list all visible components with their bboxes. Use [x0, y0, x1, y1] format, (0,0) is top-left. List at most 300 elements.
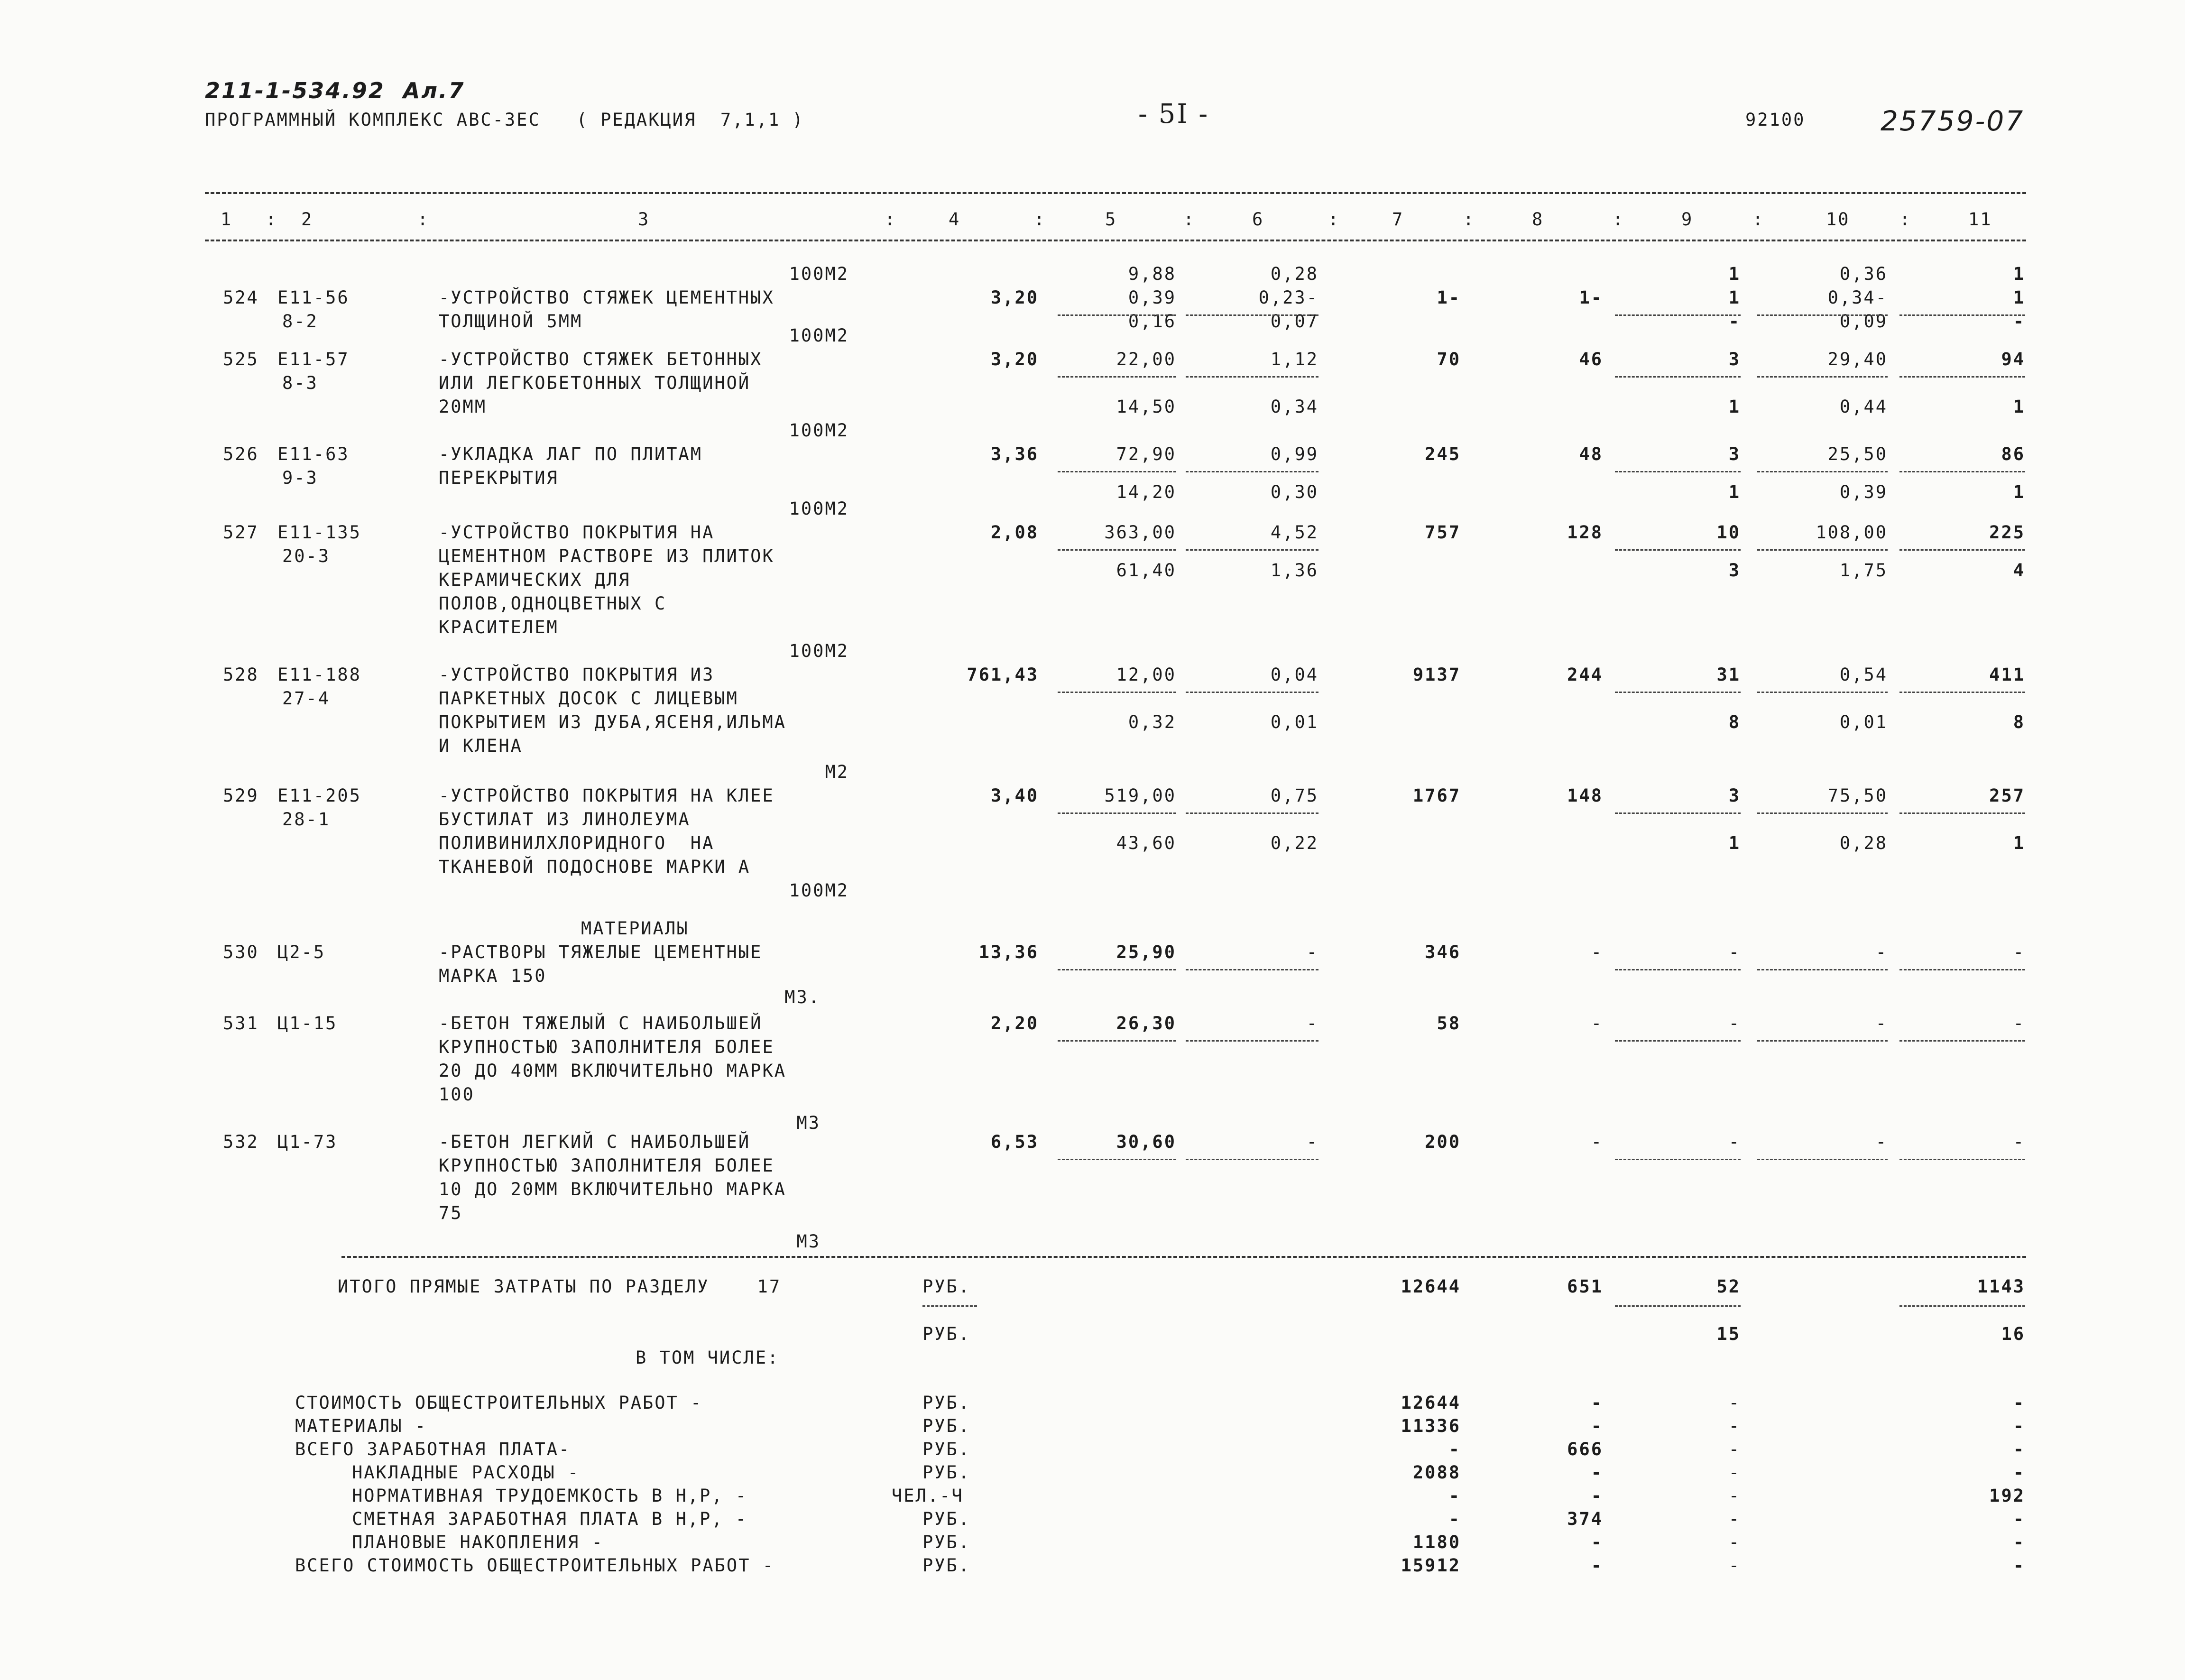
header-divider-bottom	[205, 240, 2026, 241]
row-number: 524	[223, 287, 259, 308]
summary-unit: РУБ.	[922, 1416, 971, 1436]
row-c5-divider	[1058, 812, 1176, 814]
row-c6: 0,01	[1270, 712, 1318, 732]
summary-c9: -	[1728, 1416, 1741, 1436]
row-description-line: ТОЛЩИНОЙ 5ММ	[439, 311, 583, 332]
row-c6-divider	[1186, 376, 1318, 378]
material-c8: -	[1591, 1013, 1603, 1034]
material-unit: М3.	[784, 987, 821, 1007]
row-c10-divider	[1757, 376, 1888, 378]
row-c10-divider	[1757, 812, 1888, 814]
row-description-line: БУСТИЛАТ ИЗ ЛИНОЛЕУМА	[439, 809, 691, 830]
totals-unit-underline	[922, 1305, 977, 1307]
row-c10: 108,00	[1816, 522, 1888, 543]
material-c10-divider	[1757, 1040, 1888, 1042]
row-c5: 61,40	[1116, 560, 1176, 581]
totals-c11: 1143	[1977, 1276, 2025, 1297]
row-c6-divider	[1186, 812, 1318, 814]
row-c5: 0,16	[1128, 311, 1176, 332]
row-c5-divider	[1058, 549, 1176, 551]
row-c6: 0,30	[1270, 482, 1318, 502]
summary-c7: 11336	[1401, 1416, 1461, 1436]
row-c11-divider	[1899, 376, 2025, 378]
row-c6: 0,22	[1270, 833, 1318, 853]
material-description-line: КРУПНОСТЬЮ ЗАПОЛНИТЕЛЯ БОЛЕЕ	[439, 1155, 774, 1176]
column-separator: :	[1613, 209, 1625, 230]
row-description-line: ПОЛИВИНИЛХЛОРИДНОГО НА	[439, 833, 715, 853]
row-c11: 1	[2013, 264, 2025, 284]
summary-c9: -	[1728, 1486, 1741, 1506]
row-c11-divider	[1899, 549, 2025, 551]
material-description-line: 75	[439, 1203, 463, 1223]
column-header-10: 10	[1826, 209, 1850, 230]
row-c9-divider	[1615, 314, 1741, 316]
row-c9: 31	[1716, 665, 1741, 685]
material-price: 30,60	[1116, 1132, 1176, 1152]
summary-c11: -	[2013, 1416, 2025, 1436]
summary-c8: -	[1591, 1462, 1603, 1483]
material-c11: -	[2013, 942, 2025, 962]
summary-c8: -	[1591, 1532, 1603, 1552]
summary-c11: -	[2013, 1462, 2025, 1483]
row-c10: 0,39	[1839, 482, 1888, 502]
material-c6: -	[1306, 1013, 1318, 1034]
summary-label: СТОИМОСТЬ ОБЩЕСТРОИТЕЛЬНЫХ РАБОТ -	[295, 1393, 703, 1413]
row-number: 526	[223, 444, 259, 464]
including-label: В ТОМ ЧИСЛЕ:	[636, 1348, 780, 1368]
row-c7: 1767	[1412, 785, 1461, 806]
row-code: Е11-205	[277, 785, 361, 806]
row-c7: 9137	[1412, 665, 1461, 685]
row-description-line: -УСТРОЙСТВО СТЯЖЕК ЦЕМЕНТНЫХ	[439, 287, 774, 308]
row-quantity: 3,20	[990, 287, 1039, 308]
totals-unit-2: РУБ.	[922, 1324, 971, 1344]
material-number: 531	[223, 1013, 259, 1034]
summary-c11: -	[2013, 1532, 2025, 1552]
row-c10: 0,36	[1839, 264, 1888, 284]
row-c5: 519,00	[1104, 785, 1176, 806]
material-c10-divider	[1757, 1159, 1888, 1160]
row-c5: 12,00	[1116, 665, 1176, 685]
material-c10: -	[1875, 942, 1888, 962]
row-c11: 86	[2001, 444, 2025, 464]
material-c11-divider	[1899, 969, 2025, 970]
row-c5: 72,90	[1116, 444, 1176, 464]
summary-c9: -	[1728, 1393, 1741, 1413]
totals-c7: 12644	[1401, 1276, 1461, 1297]
material-c8: -	[1591, 942, 1603, 962]
material-c10-divider	[1757, 969, 1888, 970]
row-description-line: ПОЛОВ,ОДНОЦВЕТНЫХ С	[439, 593, 667, 614]
material-c9: -	[1728, 1013, 1741, 1034]
row-c6: 1,36	[1270, 560, 1318, 581]
column-header-2: 2	[301, 209, 313, 230]
column-separator: :	[1328, 209, 1340, 230]
row-unit-above: 100М2	[789, 264, 849, 284]
summary-label: ВСЕГО СТОИМОСТЬ ОБЩЕСТРОИТЕЛЬНЫХ РАБОТ -	[295, 1555, 775, 1576]
row-description-line: -УСТРОЙСТВО ПОКРЫТИЯ НА	[439, 522, 715, 543]
row-c7: 1-	[1437, 287, 1461, 308]
row-c6: 0,75	[1270, 785, 1318, 806]
column-header-1: 1	[221, 209, 233, 230]
row-c9: -	[1728, 311, 1741, 332]
material-description-line: 10 ДО 20ММ ВКЛЮЧИТЕЛЬНО МАРКА	[439, 1179, 787, 1200]
row-c10: 0,28	[1839, 833, 1888, 853]
row-c6: 0,04	[1270, 665, 1318, 685]
row-description-line: -УСТРОЙСТВО ПОКРЫТИЯ НА КЛЕЕ	[439, 785, 774, 806]
row-c9-divider	[1615, 376, 1741, 378]
row-description-line: -УСТРОЙСТВО СТЯЖЕК БЕТОННЫХ	[439, 349, 763, 369]
row-unit-above: 100М2	[789, 498, 849, 519]
material-c6: -	[1306, 1132, 1318, 1152]
totals-c11b: 16	[2001, 1324, 2025, 1344]
row-c6: 4,52	[1270, 522, 1318, 543]
materials-header: МАТЕРИАЛЫ	[581, 918, 689, 939]
material-code: Ц1-15	[277, 1013, 338, 1034]
summary-unit: РУБ.	[922, 1555, 971, 1576]
material-c6: -	[1306, 942, 1318, 962]
row-quantity: 2,08	[990, 522, 1039, 543]
summary-c8: -	[1591, 1555, 1603, 1576]
row-description-line: ПОКРЫТИЕМ ИЗ ДУБА,ЯСЕНЯ,ИЛЬМА	[439, 712, 787, 732]
row-code: Е11-57	[277, 349, 350, 369]
row-c9: 3	[1728, 560, 1741, 581]
row-c10-divider	[1757, 314, 1888, 316]
row-c6-divider	[1186, 549, 1318, 551]
column-header-7: 7	[1392, 209, 1404, 230]
material-c10: -	[1875, 1132, 1888, 1152]
column-header-5: 5	[1105, 209, 1117, 230]
material-code: Ц1-73	[277, 1132, 338, 1152]
row-c7: 70	[1437, 349, 1461, 369]
row-c5-divider	[1058, 314, 1176, 316]
row-c9: 1	[1728, 397, 1741, 417]
summary-label: ВСЕГО ЗАРАБОТНАЯ ПЛАТА-	[295, 1439, 571, 1459]
material-c7: 346	[1425, 942, 1461, 962]
summary-label: ПЛАНОВЫЕ НАКОПЛЕНИЯ -	[352, 1532, 604, 1552]
summary-c9: -	[1728, 1509, 1741, 1529]
material-c5-divider	[1058, 1040, 1176, 1042]
material-c11-divider	[1899, 1040, 2025, 1042]
row-c10-divider	[1757, 549, 1888, 551]
row-unit-above: 100М2	[789, 325, 849, 346]
row-c9-divider	[1615, 549, 1741, 551]
row-c6-divider	[1186, 471, 1318, 472]
summary-label: НОРМАТИВНАЯ ТРУДОЕМКОСТЬ В Н,Р, -	[352, 1486, 748, 1506]
summary-c11: -	[2013, 1439, 2025, 1459]
material-description-line: -РАСТВОРЫ ТЯЖЕЛЫЕ ЦЕМЕНТНЫЕ	[439, 942, 763, 962]
material-c5-divider	[1058, 1159, 1176, 1160]
row-c9: 3	[1728, 349, 1741, 369]
row-c5: 363,00	[1104, 522, 1176, 543]
row-c8: 244	[1567, 665, 1603, 685]
column-header-8: 8	[1532, 209, 1544, 230]
row-c7: 245	[1425, 444, 1461, 464]
row-number: 527	[223, 522, 259, 543]
material-c9-divider	[1615, 969, 1741, 970]
material-c9-divider	[1615, 1159, 1741, 1160]
row-unit-above: 100М2	[789, 420, 849, 441]
row-c9: 1	[1728, 482, 1741, 502]
column-separator: :	[1899, 209, 1912, 230]
row-c8: 48	[1579, 444, 1603, 464]
summary-c7: -	[1448, 1486, 1461, 1506]
row-c7: 757	[1425, 522, 1461, 543]
row-c8: 148	[1567, 785, 1603, 806]
row-c10: 0,54	[1839, 665, 1888, 685]
row-c11: -	[2013, 311, 2025, 332]
row-quantity: 3,20	[990, 349, 1039, 369]
row-description-line: ИЛИ ЛЕГКОБЕТОННЫХ ТОЛЩИНОЙ	[439, 373, 751, 393]
row-c11: 1	[2013, 287, 2025, 308]
material-c11-divider	[1899, 1159, 2025, 1160]
row-description-line: -УКЛАДКА ЛАГ ПО ПЛИТАМ	[439, 444, 703, 464]
row-c9: 1	[1728, 833, 1741, 853]
summary-c8: -	[1591, 1416, 1603, 1436]
row-c10: 0,44	[1839, 397, 1888, 417]
summary-c7: 2088	[1412, 1462, 1461, 1483]
row-code-2: 27-4	[282, 688, 331, 709]
row-code-2: 9-3	[282, 468, 318, 488]
summary-c7: -	[1448, 1439, 1461, 1459]
row-c5: 43,60	[1116, 833, 1176, 853]
material-c7: 200	[1425, 1132, 1461, 1152]
row-c10: 0,09	[1839, 311, 1888, 332]
totals-c9b: 15	[1716, 1324, 1741, 1344]
summary-label: МАТЕРИАЛЫ -	[295, 1416, 427, 1436]
row-description-line: КЕРАМИЧЕСКИХ ДЛЯ	[439, 570, 631, 590]
material-c6-divider	[1186, 1040, 1318, 1042]
summary-c11: -	[2013, 1555, 2025, 1576]
row-c11: 257	[1989, 785, 2025, 806]
row-description-line: 20ММ	[439, 397, 487, 417]
stamp-number: 25759-07	[1881, 105, 2025, 137]
material-price: 25,90	[1116, 942, 1176, 962]
row-c6: 0,99	[1270, 444, 1318, 464]
material-description-line: -БЕТОН ТЯЖЕЛЫЙ С НАИБОЛЬШЕЙ	[439, 1013, 763, 1034]
summary-unit: РУБ.	[922, 1462, 971, 1483]
row-c11-divider	[1899, 692, 2025, 693]
material-quantity: 13,36	[978, 942, 1039, 962]
row-c5: 0,32	[1128, 712, 1176, 732]
material-c8: -	[1591, 1132, 1603, 1152]
row-c8: 1-	[1579, 287, 1603, 308]
material-description-line: -БЕТОН ЛЕГКИЙ С НАИБОЛЬШЕЙ	[439, 1132, 751, 1152]
column-header-9: 9	[1681, 209, 1694, 230]
material-quantity: 6,53	[990, 1132, 1039, 1152]
row-c10: 0,01	[1839, 712, 1888, 732]
summary-unit: РУБ.	[922, 1439, 971, 1459]
row-c9: 3	[1728, 785, 1741, 806]
column-separator: :	[266, 209, 278, 230]
row-description-line: ПАРКЕТНЫХ ДОСОК С ЛИЦЕВЫМ	[439, 688, 738, 709]
column-separator: :	[1752, 209, 1765, 230]
row-c5: 14,20	[1116, 482, 1176, 502]
row-c8: 46	[1579, 349, 1603, 369]
totals-c11-underline	[1899, 1305, 2025, 1307]
row-c11: 1	[2013, 397, 2025, 417]
summary-label: НАКЛАДНЫЕ РАСХОДЫ -	[352, 1462, 580, 1483]
column-header-11: 11	[1968, 209, 1992, 230]
summary-unit: ЧЕЛ.-Ч	[892, 1486, 964, 1506]
material-code: Ц2-5	[277, 942, 326, 962]
row-c9: 1	[1728, 287, 1741, 308]
summary-c8: 374	[1567, 1509, 1603, 1529]
material-price: 26,30	[1116, 1013, 1176, 1034]
material-c11: -	[2013, 1132, 2025, 1152]
column-separator: :	[885, 209, 897, 230]
material-description-line: 20 ДО 40ММ ВКЛЮЧИТЕЛЬНО МАРКА	[439, 1061, 787, 1081]
summary-c11: -	[2013, 1509, 2025, 1529]
row-c9-divider	[1615, 812, 1741, 814]
row-c6: 0,34	[1270, 397, 1318, 417]
summary-c9: -	[1728, 1532, 1741, 1552]
summary-c9: -	[1728, 1439, 1741, 1459]
row-description-line: ЦЕМЕНТНОМ РАСТВОРЕ ИЗ ПЛИТОК	[439, 546, 774, 566]
row-code: Е11-63	[277, 444, 350, 464]
totals-c9-underline	[1615, 1305, 1741, 1307]
row-c9: 10	[1716, 522, 1741, 543]
row-code-2: 8-3	[282, 373, 318, 393]
summary-c11: 192	[1989, 1486, 2025, 1506]
material-description-line: КРУПНОСТЬЮ ЗАПОЛНИТЕЛЯ БОЛЕЕ	[439, 1037, 774, 1057]
row-number: 525	[223, 349, 259, 369]
column-header-6: 6	[1252, 209, 1264, 230]
row-c10-divider	[1757, 471, 1888, 472]
row-c11: 8	[2013, 712, 2025, 732]
row-number: 529	[223, 785, 259, 806]
summary-c7: 1180	[1412, 1532, 1461, 1552]
row-unit-below: 100М2	[789, 880, 849, 901]
totals-c9: 52	[1716, 1276, 1741, 1297]
row-c5: 9,88	[1128, 264, 1176, 284]
doc-code: 211-1-534.92 Ал.7	[205, 78, 465, 103]
row-c11: 1	[2013, 482, 2025, 502]
row-c5: 22,00	[1116, 349, 1176, 369]
summary-c7: 15912	[1401, 1555, 1461, 1576]
row-c5-divider	[1058, 692, 1176, 693]
material-c11: -	[2013, 1013, 2025, 1034]
row-c11: 4	[2013, 560, 2025, 581]
row-c5: 0,39	[1128, 287, 1176, 308]
totals-c8: 651	[1567, 1276, 1603, 1297]
material-c10: -	[1875, 1013, 1888, 1034]
row-c5-divider	[1058, 471, 1176, 472]
form-code: 92100	[1745, 110, 1806, 130]
material-c9: -	[1728, 1132, 1741, 1152]
row-code: Е11-56	[277, 287, 350, 308]
row-c6: 0,23-	[1258, 287, 1318, 308]
row-c6: 0,07	[1270, 311, 1318, 332]
material-unit: М3	[796, 1231, 821, 1252]
row-c6-divider	[1186, 692, 1318, 693]
summary-c8: -	[1591, 1486, 1603, 1506]
material-c6-divider	[1186, 969, 1318, 970]
totals-unit: РУБ.	[922, 1276, 971, 1297]
row-unit-above: 100М2	[789, 641, 849, 661]
row-description-line: И КЛЕНА	[439, 736, 523, 756]
totals-label: ИТОГО ПРЯМЫЕ ЗАТРАТЫ ПО РАЗДЕЛУ 17	[338, 1276, 782, 1297]
column-header-4: 4	[949, 209, 961, 230]
column-separator: :	[1463, 209, 1475, 230]
material-c9: -	[1728, 942, 1741, 962]
row-c9-divider	[1615, 692, 1741, 693]
summary-c8: 666	[1567, 1439, 1603, 1459]
summary-c9: -	[1728, 1555, 1741, 1576]
row-code-2: 28-1	[282, 809, 331, 830]
row-c6: 1,12	[1270, 349, 1318, 369]
summary-unit: РУБ.	[922, 1509, 971, 1529]
row-code: Е11-135	[277, 522, 361, 543]
row-code-2: 8-2	[282, 311, 318, 332]
row-code: Е11-188	[277, 665, 361, 685]
summary-c8: -	[1591, 1393, 1603, 1413]
row-c10-divider	[1757, 692, 1888, 693]
row-c10: 75,50	[1827, 785, 1888, 806]
row-description-line: ТКАНЕВОЙ ПОДОСНОВЕ МАРКИ А	[439, 857, 751, 877]
row-c10: 25,50	[1827, 444, 1888, 464]
summary-c11: -	[2013, 1393, 2025, 1413]
row-quantity: 3,40	[990, 785, 1039, 806]
row-number: 528	[223, 665, 259, 685]
row-c11: 94	[2001, 349, 2025, 369]
material-quantity: 2,20	[990, 1013, 1039, 1034]
row-code-2: 20-3	[282, 546, 331, 566]
row-c11-divider	[1899, 471, 2025, 472]
row-c5: 14,50	[1116, 397, 1176, 417]
row-quantity: 3,36	[990, 444, 1039, 464]
material-number: 532	[223, 1132, 259, 1152]
summary-c9: -	[1728, 1462, 1741, 1483]
row-c11-divider	[1899, 812, 2025, 814]
column-separator: :	[1183, 209, 1196, 230]
material-unit: М3	[796, 1113, 821, 1133]
row-c9: 1	[1728, 264, 1741, 284]
row-c11: 225	[1989, 522, 2025, 543]
column-header-3: 3	[638, 209, 650, 230]
row-c6: 0,28	[1270, 264, 1318, 284]
row-c10: 1,75	[1839, 560, 1888, 581]
material-c7: 58	[1437, 1013, 1461, 1034]
column-separator: :	[1034, 209, 1046, 230]
summary-unit: РУБ.	[922, 1532, 971, 1552]
material-description-line: 100	[439, 1084, 475, 1105]
row-c10: 29,40	[1827, 349, 1888, 369]
material-number: 530	[223, 942, 259, 962]
row-c10: 0,34-	[1827, 287, 1888, 308]
row-c6-divider	[1186, 314, 1318, 316]
row-c9-divider	[1615, 471, 1741, 472]
material-c5-divider	[1058, 969, 1176, 970]
summary-unit: РУБ.	[922, 1393, 971, 1413]
row-c9: 8	[1728, 712, 1741, 732]
row-c11: 411	[1989, 665, 2025, 685]
summary-c7: -	[1448, 1509, 1461, 1529]
header-divider-top	[205, 192, 2026, 194]
material-c6-divider	[1186, 1159, 1318, 1160]
program-title: ПРОГРАММНЫЙ КОМПЛЕКС АВС-3ЕС ( РЕДАКЦИЯ 7,1,1 )	[205, 110, 804, 130]
summary-c7: 12644	[1401, 1393, 1461, 1413]
column-separator: :	[417, 209, 430, 230]
row-c5-divider	[1058, 376, 1176, 378]
row-description-line: -УСТРОЙСТВО ПОКРЫТИЯ ИЗ	[439, 665, 715, 685]
row-c11-divider	[1899, 314, 2025, 316]
row-c11: 1	[2013, 833, 2025, 853]
row-unit-above: М2	[825, 762, 849, 782]
page-number: - 5I -	[1138, 99, 1209, 129]
row-description-line: КРАСИТЕЛЕМ	[439, 617, 559, 637]
material-description-line: МАРКА 150	[439, 966, 547, 986]
